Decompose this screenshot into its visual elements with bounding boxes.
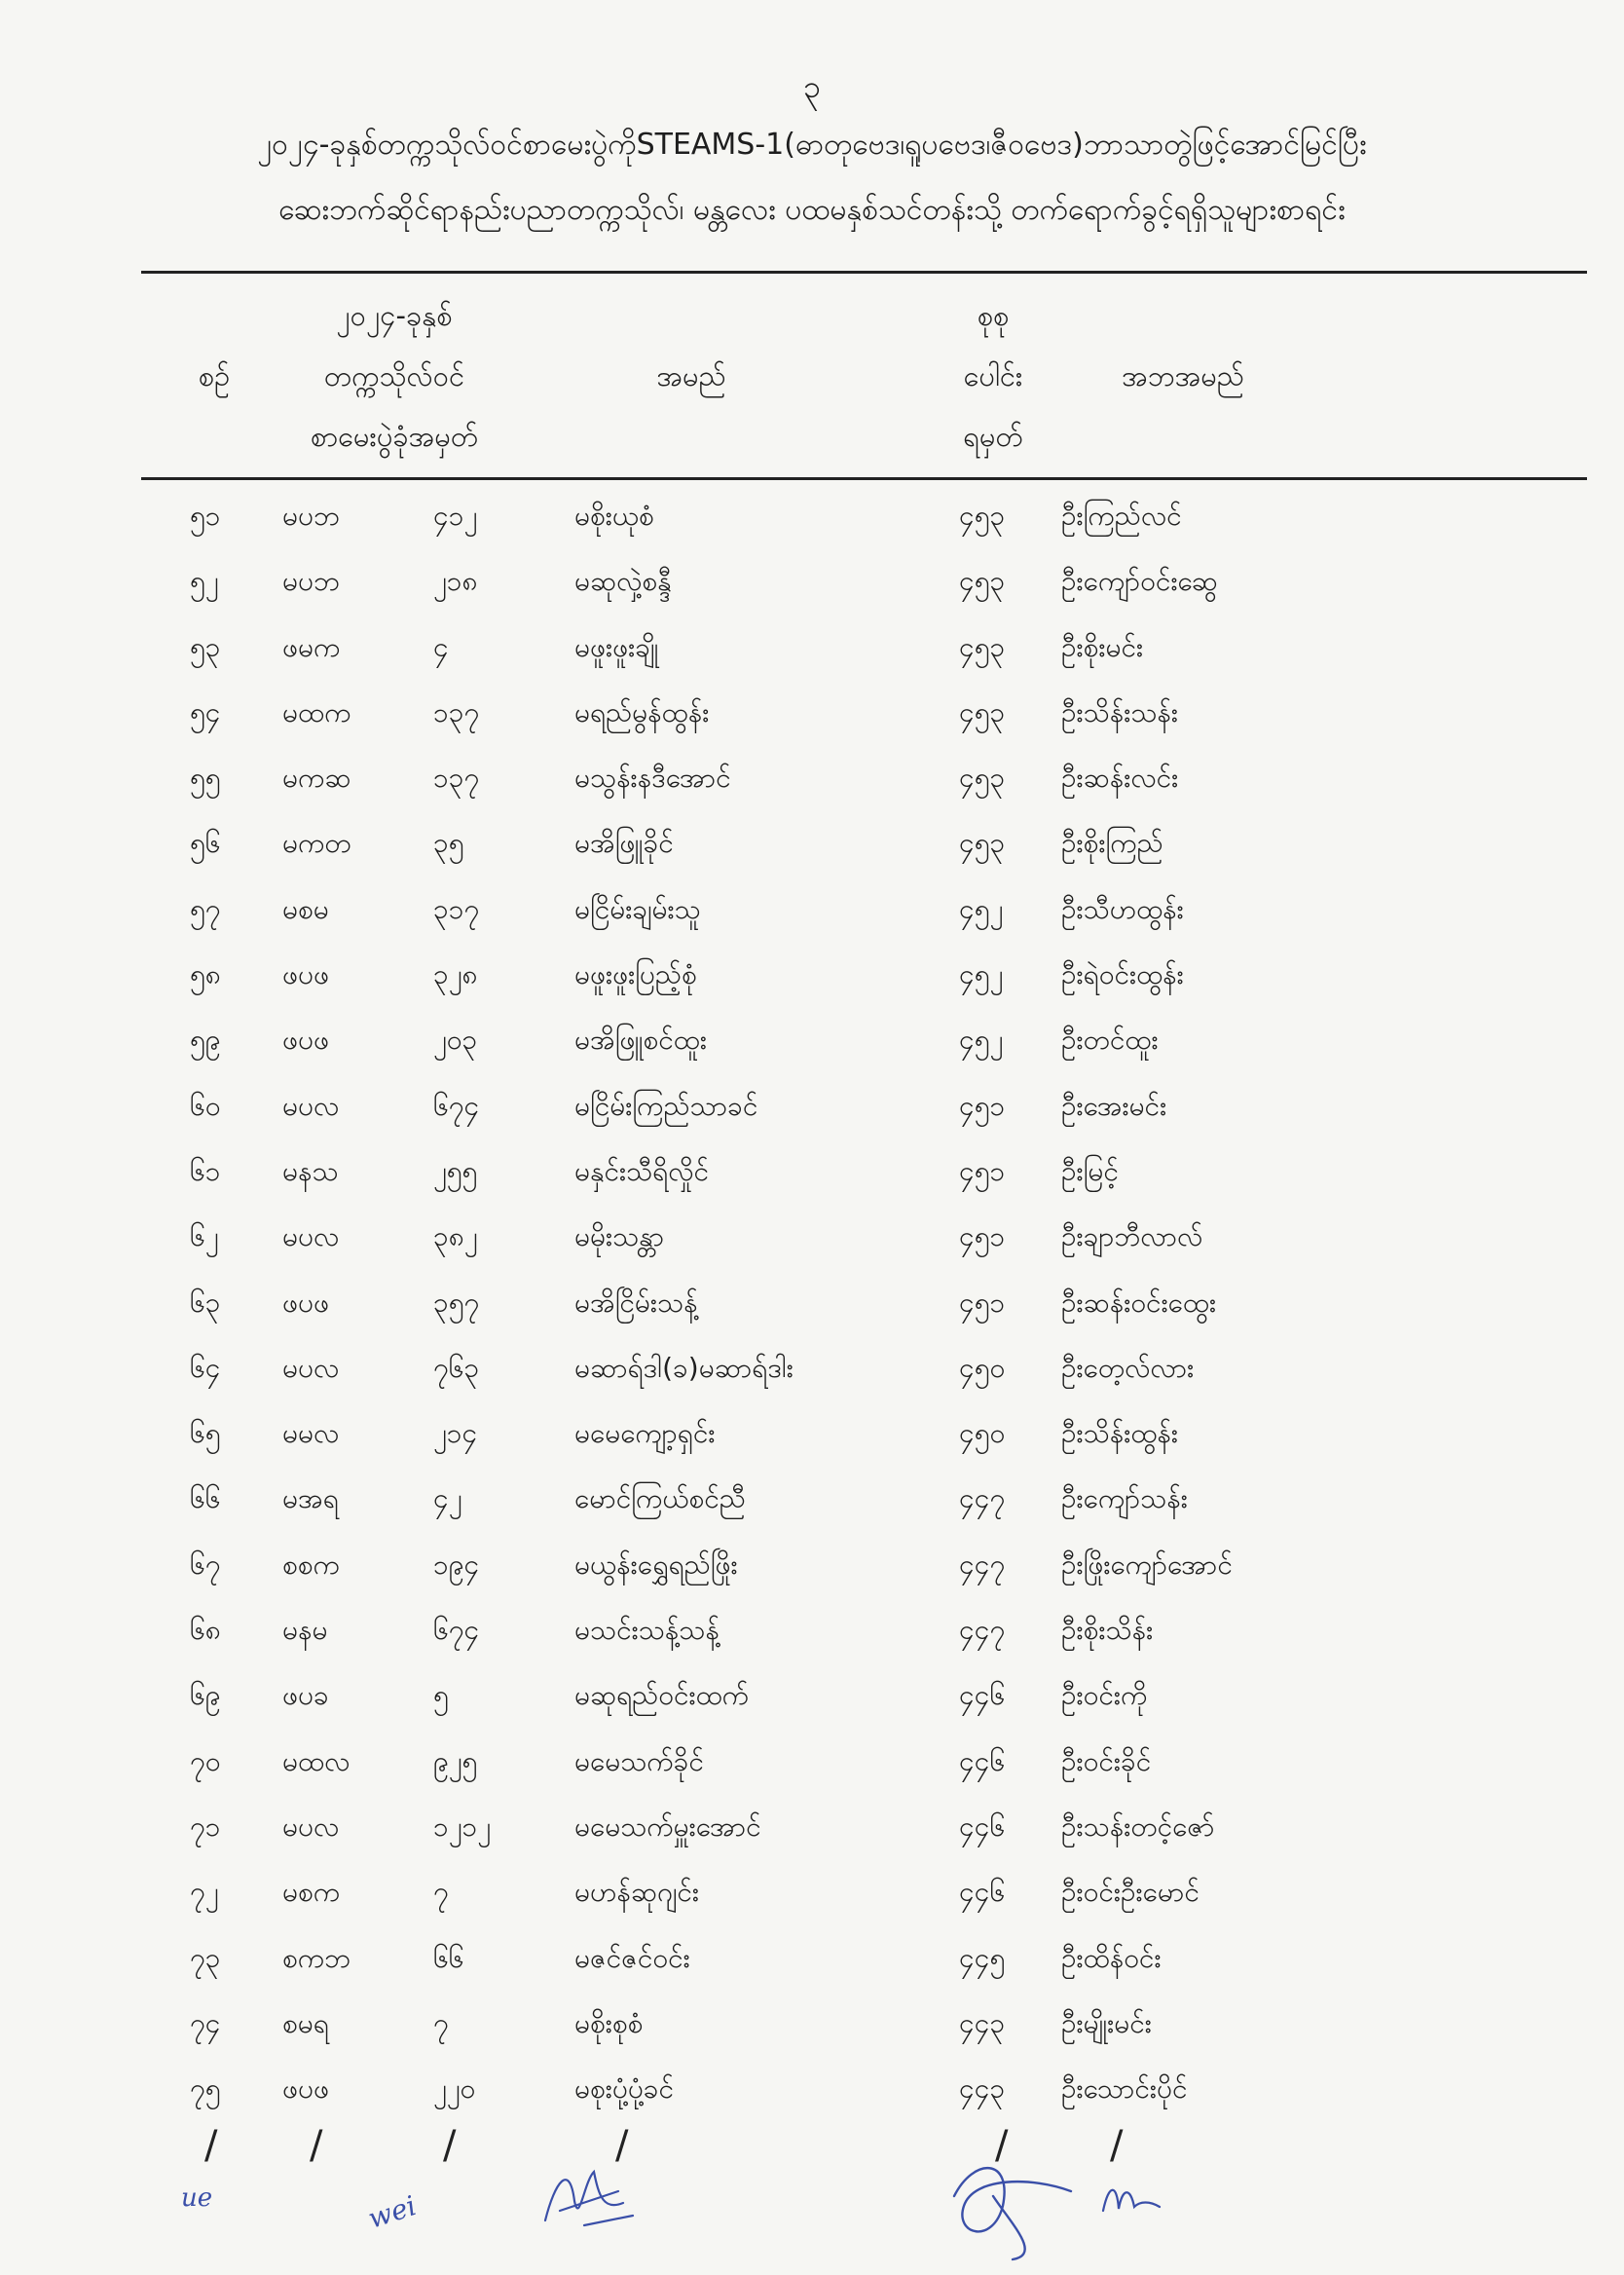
- cell-father: ဦးတေ့လ်လား: [1061, 1351, 1195, 1384]
- table-row: [0, 1860, 1624, 1925]
- cell-prefix: မပလ: [282, 1220, 340, 1253]
- cell-father: ဦးမျိုးမင်း: [1061, 2006, 1152, 2039]
- wei-signature: wei: [364, 2189, 421, 2235]
- cell-father: ဦးကြည်လင်: [1061, 500, 1182, 532]
- cell-father: ဦးကျော်ဝင်းဆွေ: [1061, 565, 1218, 598]
- table-top-rule: [141, 271, 1587, 274]
- table-row: [0, 1467, 1624, 1532]
- header-exam-line2: တက္ကသိုလ်ဝင်: [323, 359, 465, 392]
- cell-roll: ၂၀၃: [433, 1024, 478, 1057]
- cell-code: ၄၄၆: [959, 1679, 1006, 1712]
- cell-prefix: မကတ: [282, 827, 351, 860]
- cell-serial: ၅၈: [190, 958, 221, 991]
- cell-code: ၄၅၂: [959, 958, 1004, 991]
- cell-father: ဦးစိုးသိန်း: [1061, 1614, 1154, 1647]
- cell-serial: ၆၁: [190, 1154, 221, 1187]
- cell-roll: ၂၁၈: [433, 565, 478, 598]
- table-row: [0, 1401, 1624, 1467]
- cell-roll: ၆၇၄: [433, 1089, 480, 1122]
- cell-name: မဇင်ဇင်ဝင်း: [574, 1941, 690, 1974]
- table-row: [0, 1730, 1624, 1795]
- cell-father: ဦးသိန်းထွန်း: [1061, 1417, 1178, 1450]
- cell-code: ၄၄၅: [959, 1941, 1006, 1974]
- header-exam-line3: စာမေးပွဲခုံအမှတ်: [310, 420, 479, 453]
- cell-serial: ၇၀: [190, 1744, 221, 1777]
- cell-father: ဦးအေးမင်း: [1061, 1089, 1167, 1122]
- cell-serial: ၆၈: [190, 1614, 221, 1647]
- cell-code: ၄၅၃: [959, 500, 1006, 532]
- cell-name: မနှင်းသီရိလှိုင်: [574, 1154, 710, 1187]
- cell-prefix: မပဘ: [282, 500, 340, 532]
- cell-father: ဦးသန်းတင့်ဇော်: [1061, 1809, 1215, 1843]
- cell-father: ဦးမြင့်: [1061, 1154, 1119, 1187]
- table-row: [0, 1336, 1624, 1401]
- cell-name: မအိငြိမ်းသန့်: [574, 1286, 698, 1319]
- cell-serial: ၇၃: [190, 1941, 221, 1974]
- cell-prefix: မကဆ: [282, 762, 351, 795]
- table-row: [0, 1533, 1624, 1598]
- cell-serial: ၅၃: [190, 630, 221, 663]
- header-name: အမည်: [656, 359, 726, 392]
- cell-roll: ၁၃၇: [433, 762, 480, 795]
- cell-name: မစိုးစုစံ: [574, 2006, 644, 2039]
- cell-prefix: စစက: [282, 1548, 340, 1581]
- cell-name: မဟန်ဆုဂျင်း: [574, 1876, 700, 1909]
- cell-roll: ၁၉၄: [433, 1548, 480, 1581]
- table-row: [0, 1663, 1624, 1729]
- header-father-name: အဘအမည်: [1122, 359, 1244, 392]
- cell-prefix: မထလ: [282, 1744, 351, 1777]
- cell-prefix: စမရ: [282, 2006, 329, 2039]
- table-row: [0, 877, 1624, 943]
- cell-father: ဦးချာဘီလာလ်: [1061, 1220, 1203, 1253]
- cell-name: မမေသက်မှူးအောင်: [574, 1809, 761, 1843]
- cell-roll: ၃၁၇: [433, 892, 480, 925]
- cell-father: ဦးစိုးမင်း: [1061, 630, 1144, 663]
- title-line-2: ဆေးဘက်ဆိုင်ရာနည်းပညာတက္ကသိုလ်၊ မန္တလေး ပထမနှစ်သင်တန်းသို့ တက်ရောက်ခွင့်ရရှိသူများစာရင်း: [278, 193, 1346, 227]
- cell-serial: ၅၂: [190, 565, 219, 598]
- cell-serial: ၇၄: [190, 2006, 221, 2039]
- table-row: [0, 1008, 1624, 1073]
- table-row: [0, 1795, 1624, 1860]
- cell-prefix: ဖပခ: [282, 1679, 329, 1712]
- cell-name: မမေသက်ခိုင်: [574, 1744, 704, 1777]
- scribble-signature-icon: [526, 2143, 643, 2240]
- cell-name: မစုးပုံ့ပုံ့ခင်: [574, 2072, 675, 2106]
- cell-roll: ၂၁၄: [433, 1417, 478, 1450]
- cell-serial: ၆၅: [190, 1417, 221, 1450]
- cell-name: မဖူးဖူးပြည့်စုံ: [574, 958, 697, 991]
- cell-name: မမေကျော့ရှင်း: [574, 1417, 716, 1450]
- initials-signature: ue: [181, 2183, 213, 2213]
- table-row: [0, 549, 1624, 615]
- slash-mark: /: [443, 2123, 457, 2168]
- table-row: [0, 681, 1624, 746]
- cell-code: ၄၄၆: [959, 1809, 1006, 1843]
- cell-code: ၄၅၁: [959, 1220, 1006, 1253]
- loop-signature-icon: [935, 2138, 1081, 2264]
- cell-roll: ၃၈၂: [433, 1220, 478, 1253]
- cell-serial: ၆၀: [190, 1089, 221, 1122]
- cell-serial: ၅၇: [190, 892, 221, 925]
- cell-code: ၄၅၃: [959, 630, 1006, 663]
- cell-roll: ၁၃၇: [433, 695, 480, 728]
- cell-father: ဦးဝင်းဦးမောင်: [1061, 1876, 1200, 1909]
- cell-father: ဦးဆန်းဝင်းထွေး: [1061, 1286, 1217, 1319]
- cell-code: ၄၄၇: [959, 1548, 1006, 1581]
- cell-prefix: မပလ: [282, 1351, 340, 1384]
- cell-code: ၄၅၀: [959, 1351, 1006, 1384]
- cell-roll: ၇၆၃: [433, 1351, 480, 1384]
- cell-roll: ၄: [433, 630, 449, 663]
- table-row: [0, 2057, 1624, 2122]
- cell-code: ၄၅၃: [959, 695, 1006, 728]
- header-code-line3: ရမှတ်: [963, 420, 1023, 453]
- cell-code: ၄၅၂: [959, 1024, 1004, 1057]
- cell-serial: ၆၄: [190, 1351, 221, 1384]
- slash-mark: /: [1110, 2123, 1124, 2168]
- cell-roll: ၁၂၁၂: [433, 1809, 492, 1843]
- cell-roll: ၅: [433, 1679, 449, 1712]
- table-row: [0, 943, 1624, 1008]
- cell-roll: ၄၂: [433, 1482, 462, 1515]
- cell-father: ဦးဝင်းခိုင်: [1061, 1744, 1152, 1777]
- cell-prefix: မနမ: [282, 1614, 328, 1647]
- cell-serial: ၅၄: [190, 695, 221, 728]
- cell-prefix: ဖမက: [282, 630, 341, 663]
- cell-father: ဦးသောင်းပိုင်: [1061, 2072, 1188, 2106]
- cell-serial: ၆၉: [190, 1679, 221, 1712]
- slash-mark: /: [615, 2123, 629, 2168]
- cell-name: မသင်းသန့်သန့်: [574, 1614, 720, 1647]
- cell-name: မအိဖြူစင်ထူး: [574, 1024, 707, 1057]
- cell-roll: ၂၅၅: [433, 1154, 478, 1187]
- cell-father: ဦးကျော်သန်း: [1061, 1482, 1188, 1515]
- cell-prefix: မပဘ: [282, 565, 340, 598]
- cell-serial: ၇၁: [190, 1809, 221, 1843]
- cell-father: ဦးတင်ထူး: [1061, 1024, 1159, 1057]
- cell-prefix: မစက: [282, 1876, 341, 1909]
- cell-roll: ၉၂၅: [433, 1744, 478, 1777]
- table-row: [0, 1205, 1624, 1270]
- cell-name: မဆုရည်ဝင်းထက်: [574, 1679, 750, 1712]
- cell-code: ၄၅၁: [959, 1286, 1006, 1319]
- cell-roll: ၃၅၇: [433, 1286, 480, 1319]
- cell-prefix: မနသ: [282, 1154, 339, 1187]
- signature-area: [0, 2123, 1624, 2269]
- title-line-1: ၂၀၂၄-ခုနှစ်တက္ကသိုလ်ဝင်စာမေးပွဲကိုSTEAMS-1(ဓာတုဗေဒ၊ရူပဗေဒ၊ဇီဝဗေဒ)ဘာသာတွဲဖြင့်အောင်မြင်ပြီး: [257, 128, 1367, 162]
- table-row: [0, 1992, 1624, 2057]
- slash-mark: /: [310, 2123, 323, 2168]
- cell-father: ဦးရဲဝင်းထွန်း: [1061, 958, 1184, 991]
- header-total-marks: [905, 285, 1081, 466]
- cell-roll: ၆၇၄: [433, 1614, 480, 1647]
- slash-mark: /: [995, 2123, 1009, 2168]
- table-body: [0, 484, 1624, 2122]
- cell-prefix: မစမ: [282, 892, 329, 925]
- cell-roll: ၆၆: [433, 1941, 464, 1974]
- table-row: [0, 1926, 1624, 1992]
- cell-father: ဦးဝင်းကို: [1061, 1679, 1148, 1712]
- cell-prefix: မအရ: [282, 1482, 339, 1515]
- table-row: [0, 746, 1624, 811]
- table-row: [0, 1271, 1624, 1336]
- cell-serial: ၅၅: [190, 762, 221, 795]
- cell-name: မဆာရ်ဒါ(ခ)မဆာရ်ဒါး: [574, 1351, 794, 1384]
- cell-code: ၄၅၃: [959, 565, 1006, 598]
- cell-code: ၄၄၇: [959, 1614, 1006, 1647]
- cell-father: ဦးထိန်ဝင်း: [1061, 1941, 1162, 1974]
- cell-serial: ၆၆: [190, 1482, 221, 1515]
- cell-roll: ၃၅: [433, 827, 464, 860]
- cell-code: ၄၄၃: [959, 2072, 1006, 2106]
- cell-prefix: ဖပဖ: [282, 2072, 329, 2106]
- cell-name: မအိဖြူခိုင်: [574, 827, 674, 860]
- short-signature-icon: [1095, 2172, 1173, 2220]
- cell-code: ၄၅၀: [959, 1417, 1006, 1450]
- cell-roll: ၇: [433, 1876, 449, 1909]
- cell-serial: ၆၇: [190, 1548, 221, 1581]
- cell-serial: ၅၁: [190, 500, 221, 532]
- cell-prefix: မပလ: [282, 1089, 340, 1122]
- header-code-line2: ပေါင်း: [963, 359, 1023, 392]
- cell-code: ၄၄၆: [959, 1744, 1006, 1777]
- table-row: [0, 1598, 1624, 1663]
- cell-name: မငြိမ်းကြည်သာခင်: [574, 1089, 758, 1122]
- page-number: ၃: [803, 68, 821, 105]
- cell-prefix: မမလ: [282, 1417, 340, 1450]
- cell-prefix: စကဘ: [282, 1941, 351, 1974]
- cell-code: ၄၅၁: [959, 1154, 1006, 1187]
- table-row: [0, 1074, 1624, 1139]
- cell-prefix: ဖပဖ: [282, 958, 329, 991]
- cell-prefix: ဖပဖ: [282, 1024, 329, 1057]
- cell-roll: ၂၂၀: [433, 2072, 476, 2106]
- cell-name: မဆုလှဲ့စန္ဒီ: [574, 565, 672, 598]
- table-header-rule: [141, 477, 1587, 480]
- cell-code: ၄၄၇: [959, 1482, 1006, 1515]
- cell-code: ၄၅၃: [959, 827, 1006, 860]
- cell-roll: ၇: [433, 2006, 449, 2039]
- cell-name: မမိုးသန္တာ: [574, 1220, 665, 1253]
- cell-name: မသွန်းနဒီအောင်: [574, 762, 731, 795]
- cell-name: မဖူးဖူးချို: [574, 630, 659, 663]
- cell-name: မငြိမ်းချမ်းသူ: [574, 892, 701, 925]
- cell-serial: ၆၃: [190, 1286, 221, 1319]
- cell-roll: ၄၁၂: [433, 500, 478, 532]
- cell-name: မယွန်းရွှေရည်ဖြိုး: [574, 1548, 738, 1581]
- cell-prefix: မပလ: [282, 1809, 340, 1843]
- cell-name: မောင်ကြယ်စင်ညီ: [574, 1482, 746, 1515]
- cell-prefix: ဖပဖ: [282, 1286, 329, 1319]
- cell-serial: ၅၆: [190, 827, 221, 860]
- cell-code: ၄၅၁: [959, 1089, 1006, 1122]
- cell-father: ဦးဆန်းလင်း: [1061, 762, 1179, 795]
- cell-roll: ၃၂၈: [433, 958, 478, 991]
- cell-name: မစိုးယုစံ: [574, 500, 654, 532]
- cell-father: ဦးဖြိုးကျော်အောင်: [1061, 1548, 1233, 1581]
- cell-prefix: မထက: [282, 695, 351, 728]
- header-code-line1: စုစု: [977, 299, 1010, 332]
- cell-code: ၄၄၆: [959, 1876, 1006, 1909]
- cell-serial: ၇၅: [190, 2072, 221, 2106]
- table-row: [0, 811, 1624, 876]
- header-serial: စဉ်: [198, 359, 231, 392]
- cell-serial: ၅၉: [190, 1024, 221, 1057]
- cell-name: မရည်မွန်ထွန်း: [574, 695, 710, 728]
- cell-father: ဦးသိန်းသန်း: [1061, 695, 1178, 728]
- cell-code: ၄၅၂: [959, 892, 1004, 925]
- header-exam-number: [273, 285, 516, 466]
- header-exam-line1: ၂၀၂၄-ခုနှစ်: [336, 299, 453, 332]
- cell-serial: ၆၂: [190, 1220, 219, 1253]
- slash-mark: /: [204, 2123, 218, 2168]
- cell-father: ဦးသီဟထွန်း: [1061, 892, 1184, 925]
- cell-serial: ၇၂: [190, 1876, 219, 1909]
- table-row: [0, 1139, 1624, 1205]
- table-row: [0, 615, 1624, 681]
- cell-code: ၄၅၃: [959, 762, 1006, 795]
- cell-father: ဦးစိုးကြည်: [1061, 827, 1163, 860]
- table-row: [0, 484, 1624, 549]
- cell-code: ၄၄၃: [959, 2006, 1006, 2039]
